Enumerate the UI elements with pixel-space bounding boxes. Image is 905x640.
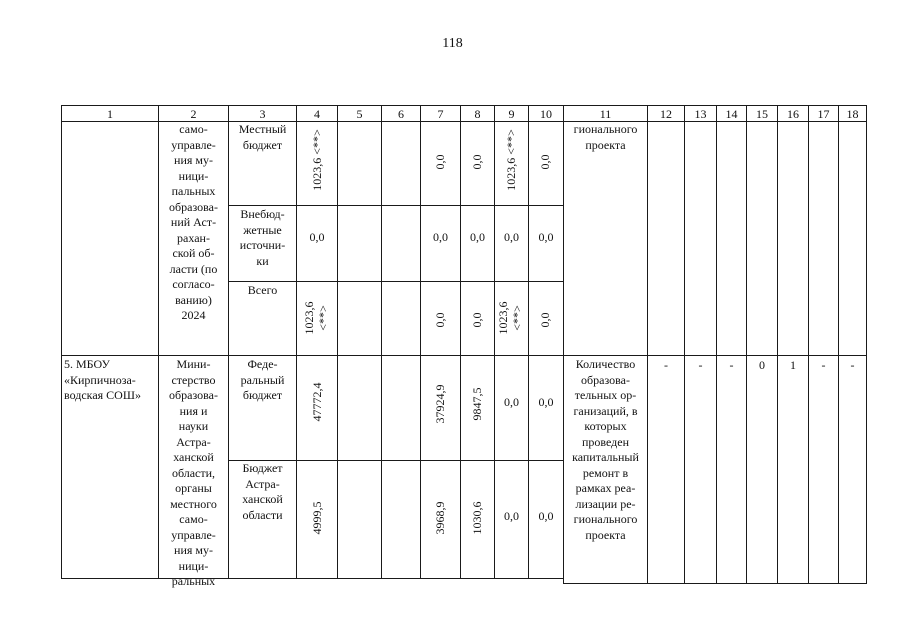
value-col7: 0,0 — [433, 230, 448, 244]
value-col8: 1030,6 — [470, 501, 484, 535]
value-col10: 0,0 — [538, 509, 554, 523]
col-header-10: 10 — [540, 107, 552, 121]
value-col10: 0,0 — [538, 312, 552, 328]
value-col10: 0,0 — [538, 395, 554, 409]
indicator-cell: гионального проекта — [573, 122, 638, 152]
source-name: Внебюд- жетные источни- ки — [239, 207, 286, 268]
col-header-7: 7 — [437, 107, 444, 121]
col-header-1: 1 — [107, 107, 113, 121]
value-col18: - — [850, 358, 855, 372]
value-col4: 0,0 — [309, 230, 325, 244]
indicator-cell: Количество образова- тельных ор- ганизаций, в которых проведен капитальный ремонт в рамках реа- лизации ре- гионального проекта — [572, 357, 639, 542]
value-col12: - — [664, 358, 668, 372]
source-name: Всего — [247, 283, 278, 297]
value-col16: 1 — [790, 358, 796, 372]
value-col9: 1023,6 <**> — [504, 129, 518, 191]
col-header-3: 3 — [259, 107, 266, 121]
value-col9: 0,0 — [504, 395, 519, 409]
page-number: 118 — [442, 36, 463, 51]
col-header-11: 11 — [599, 107, 612, 121]
value-col9: 0,0 — [504, 509, 519, 523]
col-header-5: 5 — [356, 107, 363, 121]
object-cell: 5. МБОУ «Кирпичноза- водская СОШ» — [64, 357, 141, 402]
source-name: Бюджет Астра- ханской области — [242, 461, 283, 522]
col-header-18: 18 — [846, 107, 859, 121]
value-col8: 9847,5 — [470, 387, 484, 421]
value-col13: - — [698, 358, 703, 372]
col-header-16: 16 — [787, 107, 799, 121]
source-name: Феде- ральный бюджет — [240, 357, 285, 402]
col-header-17: 17 — [817, 107, 830, 121]
value-col7: 37924,9 — [433, 384, 447, 424]
value-col8: 0,0 — [470, 230, 485, 244]
value-col4: 4999,5 — [310, 501, 324, 535]
value-col10: 0,0 — [538, 230, 554, 244]
value-col9: 0,0 — [504, 230, 519, 244]
value-col4: 1023,6 <**> — [310, 129, 324, 191]
value-col4: 1023,6 <**> — [302, 301, 330, 335]
source-name: Местный бюджет — [238, 122, 287, 152]
col-header-6: 6 — [398, 107, 404, 121]
col-header-2: 2 — [190, 107, 197, 121]
value-col17: - — [821, 358, 826, 372]
col-header-8: 8 — [474, 107, 481, 121]
value-col14: - — [729, 358, 734, 372]
value-col9: 1023,6 <**> — [496, 301, 524, 335]
col-header-13: 13 — [694, 107, 707, 121]
executor-cell: само- управле- ния му- ници- пальных образова- ний Аст- рахан- ской об- ласти (по согласо- ванию) 2024 — [169, 122, 218, 322]
value-col4: 47772,4 — [310, 382, 324, 422]
col-header-9: 9 — [508, 107, 515, 121]
col-header-12: 12 — [660, 107, 672, 121]
value-col15: 0 — [759, 358, 765, 372]
value-col8: 0,0 — [470, 154, 484, 170]
col-header-4: 4 — [314, 107, 320, 121]
value-col10: 0,0 — [538, 154, 552, 170]
col-header-15: 15 — [756, 107, 768, 121]
value-col7: 0,0 — [433, 154, 447, 170]
executor-cell: Мини- стерство образова- ния и науки Астра- ханской области, органы местного само- управле- ния му- ници- pальных — [169, 357, 218, 588]
col-header-14: 14 — [725, 107, 738, 121]
value-col7: 0,0 — [433, 312, 447, 328]
value-col7: 3968,9 — [433, 501, 447, 535]
value-col8: 0,0 — [470, 312, 484, 328]
